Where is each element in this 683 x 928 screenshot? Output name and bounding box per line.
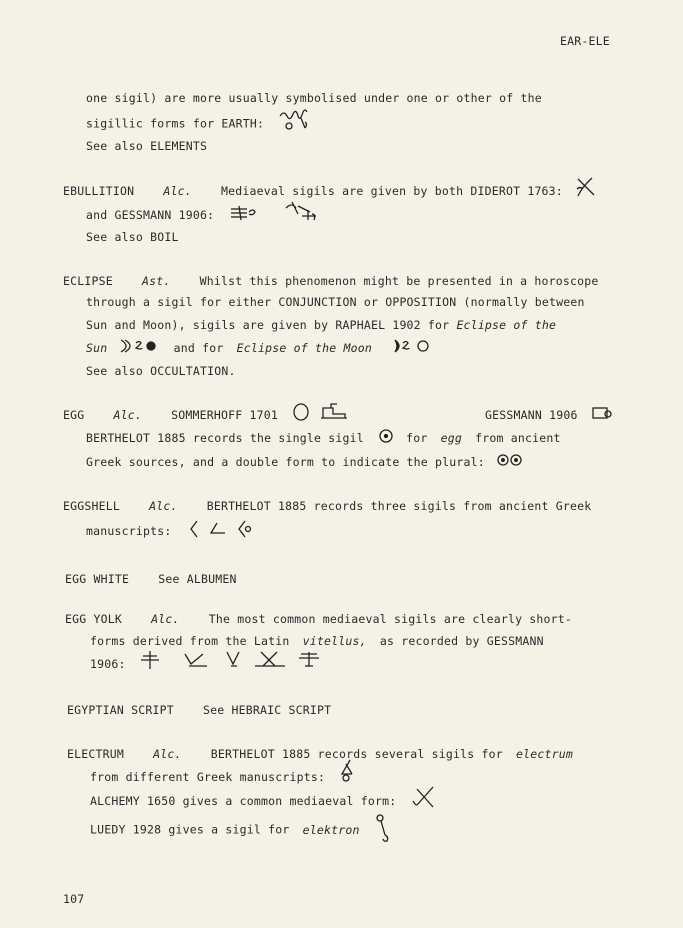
entry-tag: Alc. [113,408,142,422]
earth-line-1: one sigil) are more usually symbolised under one or other of the [86,91,542,105]
entry-text: Whilst this phenomenon might be presented in a horoscope [199,274,599,288]
entry-text: Mediaeval sigils are given by both DIDEROT 1763: [221,184,563,198]
egg-yolk-sigils-icon [137,648,337,672]
egg-berthelot-sigil-icon [377,428,395,444]
egg-yolk-line-3 [90,657,337,672]
egg-white-entry [65,572,237,586]
eclipse-entry [63,274,599,288]
running-head: EAR-ELE [560,34,610,48]
eclipse-of-sun-sigil-icon [119,338,159,354]
entry-headword: EGGSHELL [63,499,120,513]
entry-text: and for [173,341,224,355]
egg-gessmann-sigil-icon [591,405,613,421]
entry-tag: Alc. [149,499,178,513]
entry-text: manuscripts: [86,524,172,538]
electrum-line-4 [90,817,391,843]
entry-headword: ELECTRUM [67,747,124,761]
egg-entry [63,408,353,422]
entry-source: SOMMERHOFF 1701 [171,408,278,422]
entry-see: See HEBRAIC SCRIPT [202,703,332,717]
electrum-entry [67,747,573,761]
electrum-luedy-sigil-icon [375,813,391,843]
entry-italic: electrum [515,747,573,761]
entry-text: LUEDY 1928 gives a sigil for [90,822,290,837]
entry-italic: egg [440,431,462,445]
entry-headword: EBULLITION [63,184,135,198]
entry-text: Sun and Moon), sigils are given by RAPHAEL 1902 for [86,318,450,332]
entry-tag: Ast. [142,274,171,288]
earth-see-also: See also ELEMENTS [86,139,208,153]
egg-plural-sigil-icon [496,453,524,467]
entry-text: BERTHELOT 1885 records several sigils for [210,747,503,761]
entry-headword: EGG [63,408,85,422]
entry-text: BERTHELOT 1885 records three sigils from ancient Greek [206,499,592,513]
entry-headword: EGYPTIAN SCRIPT [67,703,174,717]
electrum-berthelot-sigil-icon [336,758,358,784]
egg-source-2 [485,408,613,422]
eggshell-entry [63,499,591,513]
entry-text: 1906: [90,657,126,671]
entry-text: BERTHELOT 1885 records the single sigil [86,431,364,445]
electrum-line-3 [90,794,437,809]
entry-italic: Eclipse of the [456,318,557,332]
eggshell-sigils-icon [189,519,259,539]
egg-yolk-line-2 [90,634,544,648]
egyptian-script-entry [67,703,331,717]
eclipse-line-3 [86,318,556,332]
electrum-alchemy-sigil-icon [409,785,437,809]
entry-headword: EGG WHITE [65,572,130,586]
eggshell-line-2 [86,524,259,539]
entry-text: The most common mediaeval sigils are clearly short- [208,612,573,626]
egg-sommerhoff-sigils-icon [293,402,353,422]
entry-italic: elektron [302,822,360,837]
electrum-line-2 [90,770,358,784]
entry-source: GESSMANN 1906 [485,408,578,422]
eclipse-line-2: through a sigil for either CONJUNCTION or OPPOSITION (normally between [86,295,585,309]
eclipse-of-moon-sigil-icon [393,338,433,354]
earth-sigil-icon [277,108,317,132]
entry-tag: Alc. [163,184,192,198]
ebullition-see-also: See also BOIL [86,230,179,244]
entry-headword: ECLIPSE [63,274,113,288]
ebullition-diderot-sigil-icon [574,175,598,199]
entry-text: from ancient [475,431,561,445]
egg-line-3 [86,455,524,469]
ebullition-line-2 [86,208,320,222]
entry-headword: EGG YOLK [65,612,122,626]
entry-italic: Eclipse of the Moon [236,341,372,355]
ebullition-entry [63,184,598,199]
earth-line-2 [86,116,317,132]
entry-text: Greek sources, and a double form to indicate the plural: [86,455,485,469]
entry-text: as recorded by GESSMANN [379,634,544,648]
earth-text: sigillic forms for EARTH: [86,116,265,131]
entry-text: from different Greek manuscripts: [90,770,326,784]
eclipse-line-4 [86,341,433,355]
entry-see: See ALBUMEN [158,572,237,586]
eclipse-see-also: See also OCCULTATION. [86,364,236,378]
egg-line-2 [86,431,561,445]
ebullition-gessmann-sigil-2-icon [284,200,320,222]
entry-text: and GESSMANN 1906: [86,208,215,222]
egg-yolk-entry [65,612,572,626]
entry-italic: vitellus, [302,634,367,648]
ebullition-gessmann-sigil-1-icon [229,204,259,222]
entry-text: for [406,431,428,445]
entry-text: forms derived from the Latin [90,634,290,648]
entry-italic: Sun [86,341,108,355]
entry-text: ALCHEMY 1650 gives a common mediaeval form: [90,794,397,808]
page-number: 107 [63,892,85,906]
entry-tag: Alc. [151,612,180,626]
entry-tag: Alc. [153,747,182,761]
